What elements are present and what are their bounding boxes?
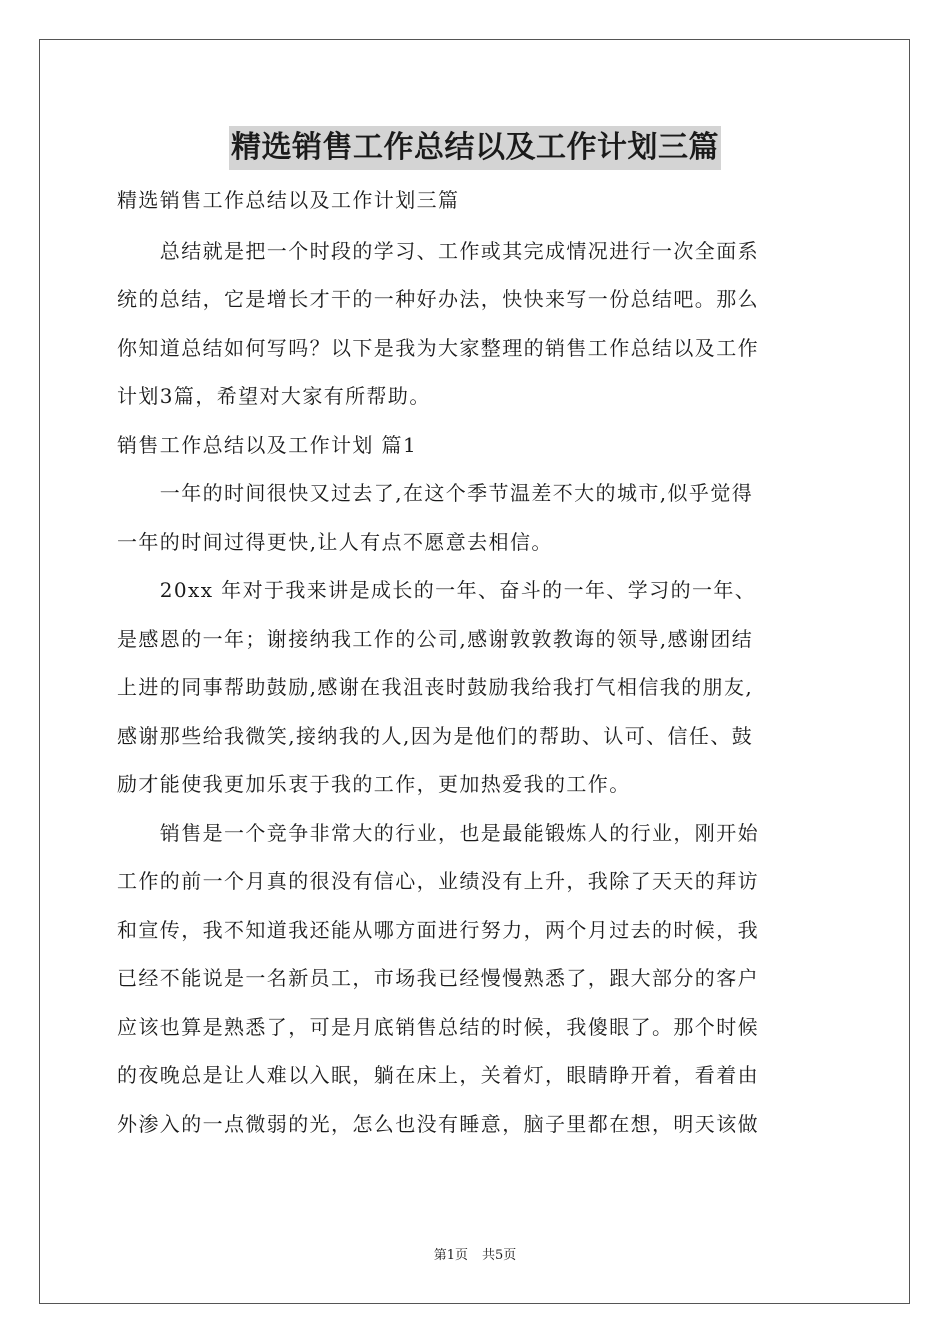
body-line: 总结就是把一个时段的学习、工作或其完成情况进行一次全面系 [117,238,759,263]
body-line: 一年的时间很快又过去了,在这个季节温差不大的城市,似乎觉得 [117,481,754,505]
body-line: 统的总结，它是增长才干的一种好办法，快快来写一份总结吧。那么 [117,287,759,311]
body-line: 的夜晚总是让人难以入眠，躺在床上，关着灯，眼睛睁开着，看着由 [117,1063,759,1087]
title-area [0,126,950,170]
body-line: 已经不能说是一名新员工，市场我已经慢慢熟悉了，跟大部分的客户 [117,966,759,990]
body-line: 一年的时间过得更快,让人有点不愿意去相信。 [117,529,553,554]
page-footer [0,1246,950,1266]
body-line: 励才能使我更加乐衷于我的工作，更加热爱我的工作。 [117,772,631,796]
body-line: 和宣传，我不知道我还能从哪方面进行努力，两个月过去的时候，我 [117,917,759,942]
body-line: 20xx 年对于我来讲是成长的一年、奋斗的一年、学习的一年、 [117,578,757,602]
body-line: 应该也算是熟悉了，可是月底销售总结的时候，我傻眼了。那个时候 [117,1014,759,1039]
document-title: 精选销售工作总结以及工作计划三篇 [229,126,721,170]
body-line: 你知道总结如何写吗？以下是我为大家整理的销售工作总结以及工作 [117,335,759,360]
page-number: 第1页 [433,1248,468,1263]
body-line: 是感恩的一年；谢接纳我工作的公司,感谢敦敦教诲的领导,感谢团结 [117,626,754,651]
body-line: 工作的前一个月真的很没有信心，业绩没有上升，我除了天天的拜访 [117,869,759,893]
body-line: 感谢那些给我微笑,接纳我的人,因为是他们的帮助、认可、信任、鼓 [117,723,754,748]
body-line: 计划3篇，希望对大家有所帮助。 [117,384,431,408]
body-line: 上进的同事帮助鼓励,感谢在我沮丧时鼓励我给我打气相信我的朋友, [117,675,754,699]
section-heading: 销售工作总结以及工作计划 篇1 [117,432,418,457]
document-body [117,176,833,1148]
body-line: 外渗入的一点微弱的光，怎么也没有睡意，脑子里都在想，明天该做 [117,1111,759,1136]
subtitle-line: 精选销售工作总结以及工作计划三篇 [117,188,460,212]
page-total: 共5页 [482,1248,517,1263]
body-line: 销售是一个竞争非常大的行业，也是最能锻炼人的行业，刚开始 [117,820,759,845]
